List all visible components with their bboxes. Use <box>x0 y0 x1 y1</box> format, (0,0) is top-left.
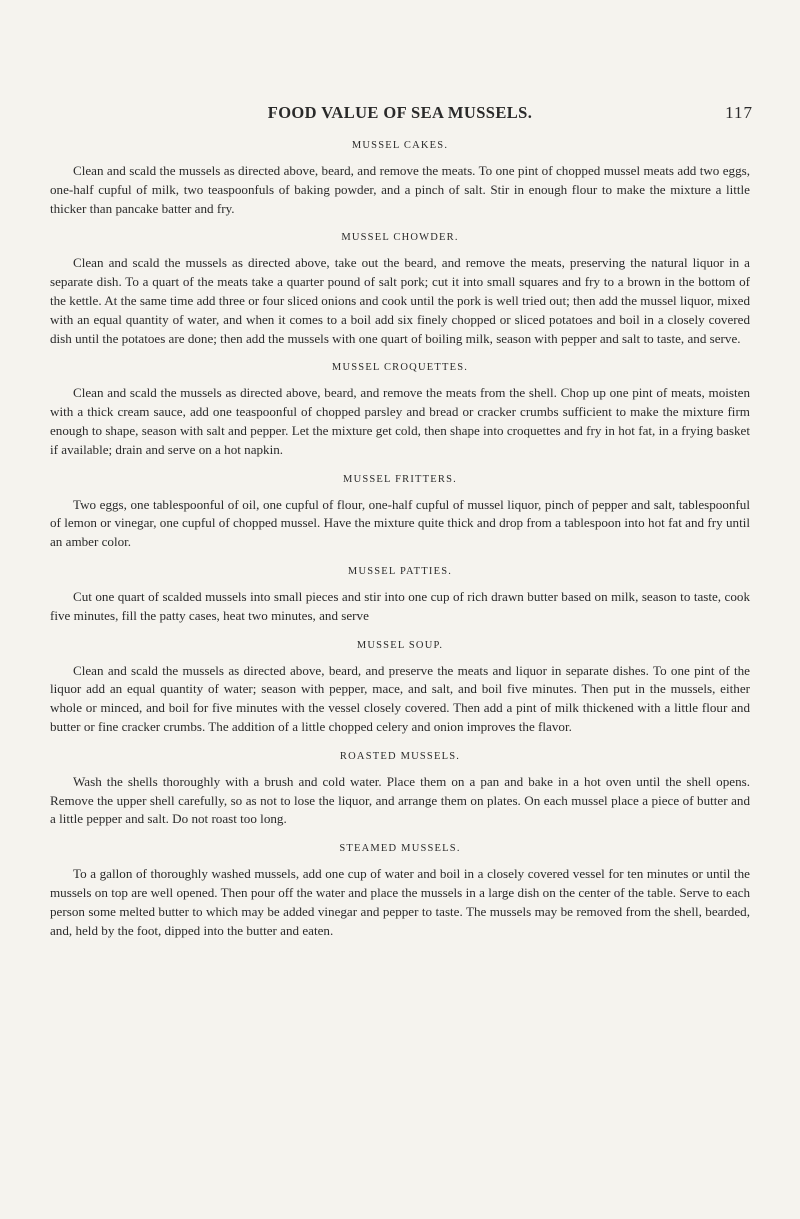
page-number: 117 <box>725 103 753 122</box>
section-heading: MUSSEL CAKES. <box>351 140 449 151</box>
section-heading: MUSSEL SOUP. <box>356 639 444 651</box>
section-text: Wash the shells thoroughly with a brush and cold water. Place them on a pan and bake in a hot oven until the shell opens. Remove the upper shell carefully, so as not to lose the liquor, and arrange them on plates. On each mussel place a piece of butter and a little pepper and salt. Do not roast too long. <box>50 773 750 827</box>
recipe-section-roasted-mussels <box>50 750 750 829</box>
recipe-section-mussel-cakes <box>50 139 750 218</box>
recipe-section-mussel-chowder <box>50 231 750 348</box>
section-text: Clean and scald the mussels as directed above, beard, and remove the meats. To one pint of chopped mussel meats add two eggs, one-half cupful of milk, two teaspoonfuls of baking powder, and a pinch of salt. Stir in enough flour to make the mixture a little thicker than pancake batter and fry. <box>50 163 750 216</box>
section-text: Clean and scald the mussels as directed above, beard, and preserve the meats and liquor in separate dishes. To one pint of the liquor add an equal quantity of water; season with pepper, mace, and salt, and boil five minutes. Then put in the mussels, either whole or minced, and boil for five minutes with the vessel closely covered. Then add a pint of milk thickened with a little flour and butter or fine cracker crumbs. The addition of a little chopped celery and onion improves the flavor. <box>50 662 750 734</box>
section-heading: MUSSEL CROQUETTES. <box>331 362 469 374</box>
section-heading: MUSSEL CHOWDER. <box>341 232 459 244</box>
section-heading: ROASTED MUSSELS. <box>339 750 461 762</box>
section-text: Clean and scald the mussels as directed above, beard, and remove the meats from the shell. Chop up one pint of meats, moisten with a thick cream sauce, add one teaspoonful of chopped parsley and bread or cracker crumbs sufficient to make the mixture firm enough to shape, season with salt and pepper. Let the mixture get cold, then shape into croquettes and fry in hot fat, in a frying basket if available; drain and serve on a hot napkin. <box>50 385 750 457</box>
running-head <box>50 103 753 125</box>
section-text: Two eggs, one tablespoonful of oil, one cupful of flour, one-half cupful of mussel liquor, pinch of pepper and salt, tablespoonful of lemon or vinegar, one cupful of chopped mussel. Have the mixture quite thick and drop from a tablespoon into hot fat and fry until an amber color. <box>50 496 750 550</box>
section-text: Cut one quart of scalded mussels into small pieces and stir into one cup of rich drawn butter based on milk, season to taste, cook five minutes, fill the patty cases, heat two minutes, and serve <box>50 588 750 623</box>
document-page <box>50 103 753 953</box>
section-text: To a gallon of thoroughly washed mussels, add one cup of water and boil in a closely covered vessel for ten minutes or until the mussels on top are well opened. Then pour off the water and place the mussels in a large dish on the center of the table. Serve to each person some melted butter to which may be added vinegar and pepper to taste. The mussels may be removed from the shell, bearded, and, held by the foot, dipped into the butter and eaten. <box>50 866 750 938</box>
section-heading: STEAMED MUSSELS. <box>339 843 461 855</box>
page-title: FOOD VALUE OF SEA MUSSELS. <box>267 103 533 122</box>
recipe-section-mussel-patties <box>50 565 750 626</box>
recipe-section-steamed-mussels <box>50 842 750 940</box>
section-text: Clean and scald the mussels as directed above, take out the beard, and remove the meats, preserving the natural liquor in a separate dish. To a quart of the meats take a quarter pound of salt pork; cut it into small squares and fry to a brown in the bottom of the kettle. At the same time add three or four sliced onions and cook until the pork is well tried out; then add the mussel liquor, mixed with an equal quantity of water, and when it comes to a boil add six finely chopped or sliced potatoes and boil in a closely covered dish until the potatoes are done; then add the mussels with one quart of boiling milk, season with pepper and salt to taste, and serve. <box>50 255 750 346</box>
section-heading: MUSSEL FRITTERS. <box>343 473 457 485</box>
recipe-section-mussel-croquettes <box>50 361 750 459</box>
recipe-section-mussel-fritters <box>50 473 750 552</box>
recipe-section-mussel-soup <box>50 639 750 737</box>
section-heading: MUSSEL PATTIES. <box>347 565 453 577</box>
